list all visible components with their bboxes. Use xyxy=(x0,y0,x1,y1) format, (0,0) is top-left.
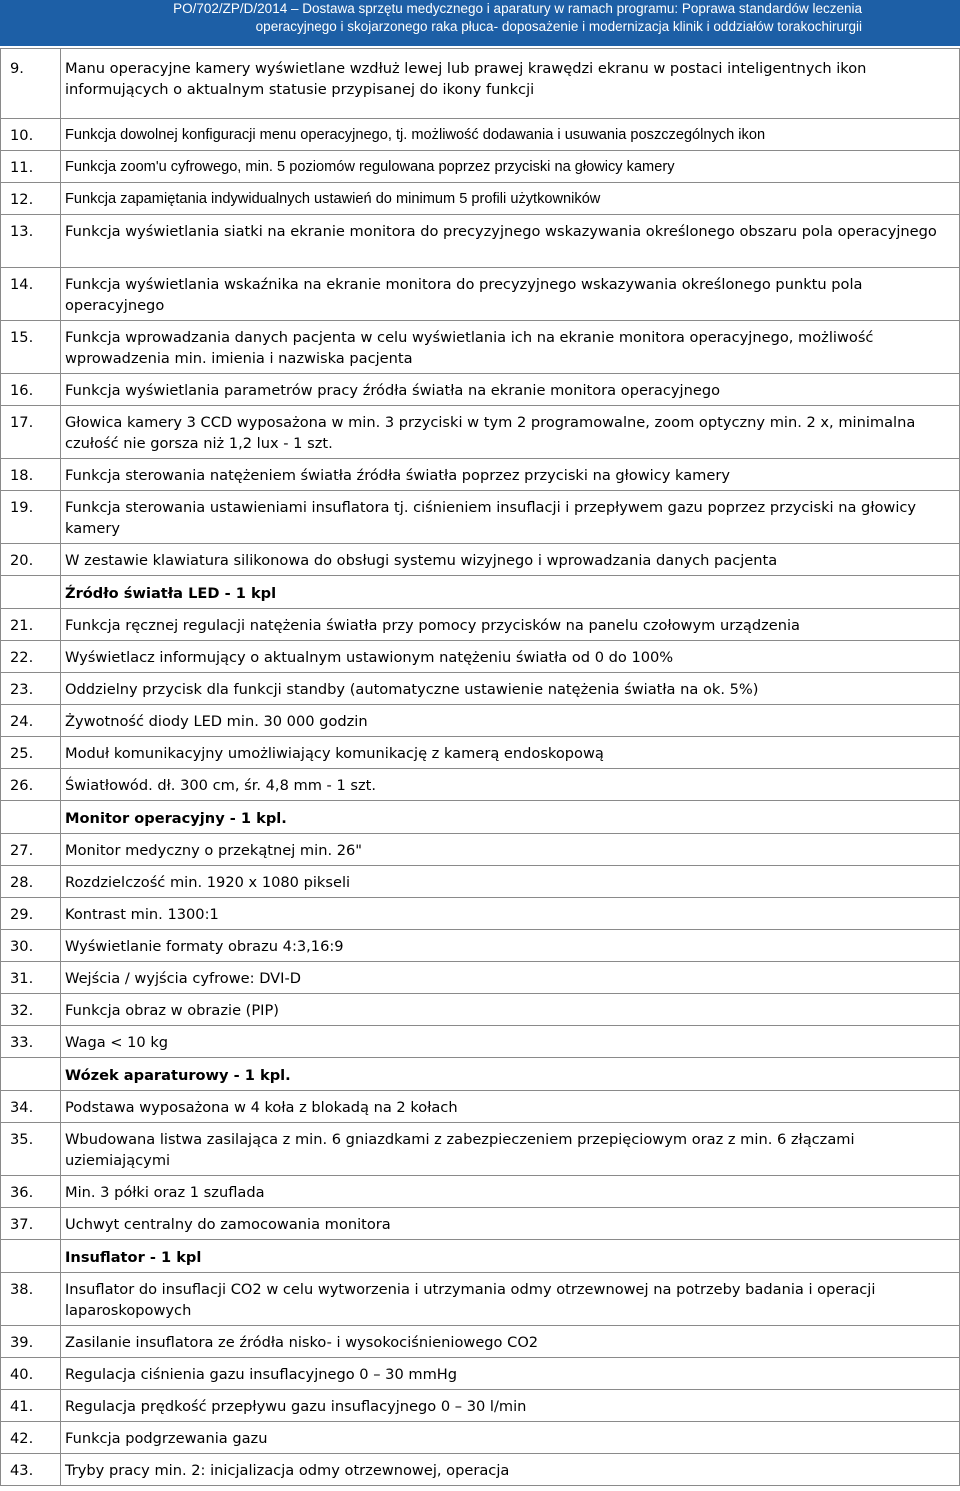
page-header xyxy=(0,0,960,46)
table-row xyxy=(1,962,960,994)
item-description: Rozdzielczość min. 1920 x 1080 pikseli xyxy=(61,866,960,898)
table-row xyxy=(1,374,960,406)
item-description: Regulacja prędkość przepływu gazu insuflacyjnego 0 – 30 l/min xyxy=(61,1390,960,1422)
item-number: 17. xyxy=(1,406,61,459)
item-description: Funkcja wyświetlania siatki na ekranie monitora do precyzyjnego wskazywania określonego obszaru pola operacyjnego xyxy=(61,215,960,268)
specification-table xyxy=(0,48,960,1486)
table-row xyxy=(1,866,960,898)
table-row xyxy=(1,1208,960,1240)
item-number: 20. xyxy=(1,544,61,576)
item-description: Wyświetlanie formaty obrazu 4:3,16:9 xyxy=(61,930,960,962)
item-description: Światłowód. dł. 300 cm, śr. 4,8 mm - 1 szt. xyxy=(61,769,960,801)
specification-table-body xyxy=(1,49,960,1486)
table-row xyxy=(1,49,960,119)
table-row xyxy=(1,898,960,930)
item-description: Moduł komunikacyjny umożliwiający komunikację z kamerą endoskopową xyxy=(61,737,960,769)
item-number: 11. xyxy=(1,151,61,183)
item-description: Tryby pracy min. 2: inicjalizacja odmy otrzewnowej, operacja xyxy=(61,1454,960,1486)
table-row xyxy=(1,769,960,801)
table-row xyxy=(1,1091,960,1123)
table-row xyxy=(1,994,960,1026)
item-number: 36. xyxy=(1,1176,61,1208)
item-description: Funkcja dowolnej konfiguracji menu operacyjnego, tj. możliwość dodawania i usuwania poszczególnych ikon xyxy=(61,119,960,151)
table-row xyxy=(1,459,960,491)
item-description: Insuflator do insuflacji CO2 w celu wytworzenia i utrzymania odmy otrzewnowej na potrzeby badania i operacji laparoskopowych xyxy=(61,1273,960,1326)
table-row xyxy=(1,1326,960,1358)
item-number: 39. xyxy=(1,1326,61,1358)
table-row xyxy=(1,1273,960,1326)
table-row xyxy=(1,1358,960,1390)
item-description: Zasilanie insuflatora ze źródła nisko- i wysokociśnieniowego CO2 xyxy=(61,1326,960,1358)
table-row xyxy=(1,268,960,321)
item-number: 31. xyxy=(1,962,61,994)
section-heading: Insuflator - 1 kpl xyxy=(61,1240,960,1273)
item-number: 24. xyxy=(1,705,61,737)
item-description: Funkcja podgrzewania gazu xyxy=(61,1422,960,1454)
item-number: 35. xyxy=(1,1123,61,1176)
item-number: 32. xyxy=(1,994,61,1026)
item-number: 38. xyxy=(1,1273,61,1326)
item-description: Żywotność diody LED min. 30 000 godzin xyxy=(61,705,960,737)
item-description: Wbudowana listwa zasilająca z min. 6 gniazdkami z zabezpieczeniem przepięciowym oraz z min. 6 złączami uziemiającymi xyxy=(61,1123,960,1176)
item-description: Funkcja ręcznej regulacji natężenia światła przy pomocy przycisków na panelu czołowym urządzenia xyxy=(61,609,960,641)
item-number: 26. xyxy=(1,769,61,801)
item-description: Podstawa wyposażona w 4 koła z blokadą na 2 kołach xyxy=(61,1091,960,1123)
item-description: Kontrast min. 1300:1 xyxy=(61,898,960,930)
item-number: 14. xyxy=(1,268,61,321)
table-row xyxy=(1,705,960,737)
table-row xyxy=(1,183,960,215)
item-number: 21. xyxy=(1,609,61,641)
item-description: Monitor medyczny o przekątnej min. 26" xyxy=(61,834,960,866)
item-description: W zestawie klawiatura silikonowa do obsługi systemu wizyjnego i wprowadzania danych pacjenta xyxy=(61,544,960,576)
item-number: 42. xyxy=(1,1422,61,1454)
item-description: Funkcja zoom'u cyfrowego, min. 5 poziomów regulowana poprzez przyciski na głowicy kamery xyxy=(61,151,960,183)
item-description: Wejścia / wyjścia cyfrowe: DVI-D xyxy=(61,962,960,994)
item-number: 15. xyxy=(1,321,61,374)
section-number-cell xyxy=(1,801,61,834)
table-row xyxy=(1,215,960,268)
item-number: 37. xyxy=(1,1208,61,1240)
table-row xyxy=(1,544,960,576)
table-row xyxy=(1,321,960,374)
header-title-line-2: operacyjnego i skojarzonego raka płuca- doposażenie i modernizacja klinik i oddziałów torakochirurgii xyxy=(255,19,862,34)
section-heading-row xyxy=(1,1058,960,1091)
table-row xyxy=(1,641,960,673)
table-row xyxy=(1,491,960,544)
section-heading-row xyxy=(1,576,960,609)
item-description: Uchwyt centralny do zamocowania monitora xyxy=(61,1208,960,1240)
item-description: Funkcja obraz w obrazie (PIP) xyxy=(61,994,960,1026)
section-heading: Monitor operacyjny - 1 kpl. xyxy=(61,801,960,834)
item-description: Funkcja wprowadzania danych pacjenta w celu wyświetlania ich na ekranie monitora operacyjnego, możliwość wprowadzenia min. imienia i nazwiska pacjenta xyxy=(61,321,960,374)
item-description: Funkcja wyświetlania wskaźnika na ekranie monitora do precyzyjnego wskazywania określonego punktu pola operacyjnego xyxy=(61,268,960,321)
table-row xyxy=(1,1454,960,1486)
item-number: 12. xyxy=(1,183,61,215)
table-row xyxy=(1,1123,960,1176)
item-description: Wyświetlacz informujący o aktualnym ustawionym natężeniu światła od 0 do 100% xyxy=(61,641,960,673)
item-number: 25. xyxy=(1,737,61,769)
item-description: Funkcja sterowania natężeniem światła źródła światła poprzez przyciski na głowicy kamery xyxy=(61,459,960,491)
item-number: 13. xyxy=(1,215,61,268)
item-number: 43. xyxy=(1,1454,61,1486)
item-number: 22. xyxy=(1,641,61,673)
table-row xyxy=(1,119,960,151)
section-number-cell xyxy=(1,1058,61,1091)
section-heading-row xyxy=(1,1240,960,1273)
section-heading: Wózek aparaturowy - 1 kpl. xyxy=(61,1058,960,1091)
item-number: 10. xyxy=(1,119,61,151)
table-row xyxy=(1,737,960,769)
item-description: Funkcja zapamiętania indywidualnych ustawień do minimum 5 profili użytkowników xyxy=(61,183,960,215)
item-number: 41. xyxy=(1,1390,61,1422)
section-heading-row xyxy=(1,801,960,834)
table-row xyxy=(1,673,960,705)
item-number: 34. xyxy=(1,1091,61,1123)
table-row xyxy=(1,1176,960,1208)
header-title-line-1: PO/702/ZP/D/2014 – Dostawa sprzętu medycznego i aparatury w ramach programu: Poprawa standardów leczenia xyxy=(173,1,862,16)
item-description: Regulacja ciśnienia gazu insuflacyjnego 0 – 30 mmHg xyxy=(61,1358,960,1390)
item-number: 33. xyxy=(1,1026,61,1058)
item-number: 40. xyxy=(1,1358,61,1390)
item-description: Manu operacyjne kamery wyświetlane wzdłuż lewej lub prawej krawędzi ekranu w postaci inteligentnych ikon informujących o aktualnym statusie przypisanej do ikony funkcji xyxy=(61,49,960,119)
item-description: Funkcja sterowania ustawieniami insuflatora tj. ciśnieniem insuflacji i przepływem gazu poprzez przyciski na głowicy kamery xyxy=(61,491,960,544)
table-row xyxy=(1,1390,960,1422)
item-description: Głowica kamery 3 CCD wyposażona w min. 3 przyciski w tym 2 programowalne, zoom optyczny min. 2 x, minimalna czułość nie gorsza niż 1,2 lux - 1 szt. xyxy=(61,406,960,459)
table-row xyxy=(1,406,960,459)
section-number-cell xyxy=(1,576,61,609)
table-row xyxy=(1,609,960,641)
item-description: Oddzielny przycisk dla funkcji standby (automatyczne ustawienie natężenia światła na ok. 5%) xyxy=(61,673,960,705)
item-number: 23. xyxy=(1,673,61,705)
item-number: 18. xyxy=(1,459,61,491)
section-heading: Źródło światła LED - 1 kpl xyxy=(61,576,960,609)
table-row xyxy=(1,151,960,183)
item-number: 29. xyxy=(1,898,61,930)
item-description: Waga < 10 kg xyxy=(61,1026,960,1058)
section-number-cell xyxy=(1,1240,61,1273)
item-number: 30. xyxy=(1,930,61,962)
item-number: 28. xyxy=(1,866,61,898)
table-row xyxy=(1,930,960,962)
item-number: 27. xyxy=(1,834,61,866)
table-row xyxy=(1,1422,960,1454)
item-number: 16. xyxy=(1,374,61,406)
table-row xyxy=(1,834,960,866)
item-description: Min. 3 półki oraz 1 szuflada xyxy=(61,1176,960,1208)
item-description: Funkcja wyświetlania parametrów pracy źródła światła na ekranie monitora operacyjnego xyxy=(61,374,960,406)
table-row xyxy=(1,1026,960,1058)
item-number: 19. xyxy=(1,491,61,544)
item-number: 9. xyxy=(1,49,61,119)
